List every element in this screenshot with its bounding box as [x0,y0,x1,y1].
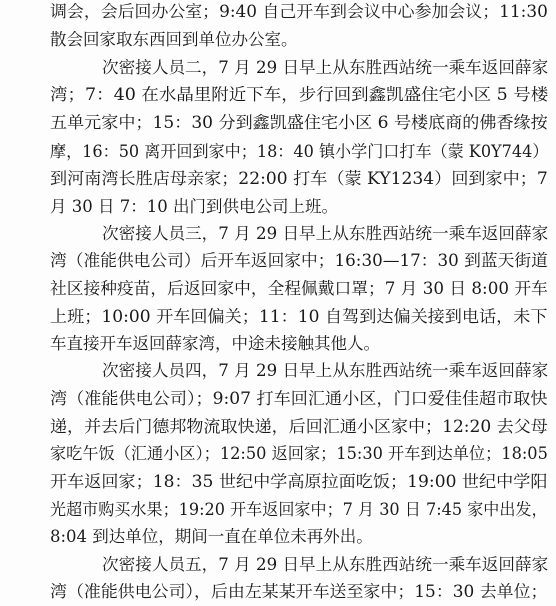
text-line: 湾；7：40 在水晶里附近下车，步行回到鑫凯盛住宅小区 5 号楼 [50,85,549,104]
text-line: 车直接开车返回薛家湾，中途未接触其他人。 [50,334,380,354]
text-line: 月 30 日 7：10 出门到供电公司上班。 [50,196,338,216]
text-line: 湾（准能供电公司）；9:07 打车回汇通小区，门口爱佳佳超市取快 [50,388,548,408]
text-line: 光超市购买水果；19:20 开车返回家中；7 月 30 日 7:45 家中出发， [50,499,548,519]
paragraph-start-line: 次密接人员二，7 月 29 日早上从东胜西站统一乘车返回薛家 [102,57,549,77]
text-line: 摩，16：50 离开回到家中；18：40 镇小学门口打车（蒙 K0Y744） [50,141,549,161]
text-line: 到河南湾长胜店母亲家；22:00 打车（蒙 KY1234）回到家中；7 [50,169,548,189]
paragraph-start-line: 次密接人员三，7 月 29 日早上从东胜西站统一乘车返回薛家 [102,224,549,244]
text-line: 散会回家取东西回到单位办公室。 [50,30,298,49]
text-line: 湾（准能供电公司）后开车返回家中；16:30—17：30 到蓝天街道 [50,251,548,270]
paragraph-start-line: 次密接人员四，7 月 29 日早上从东胜西站统一乘车返回薛家 [102,361,549,380]
text-line: 递，并去后门德邦物流取快递，后回汇通小区家中；12:20 去父母 [50,416,548,436]
text-line: 家吃午饭（汇通小区）；12:50 返回家；15:30 开车到达单位；18:05 [50,444,548,464]
text-line: 调会，会后回办公室；9:40 自己开车到会议中心参加会议；11:30 [50,1,548,21]
paragraph-start-line: 次密接人员五，7 月 29 日早上从东胜西站统一乘车返回薛家 [102,554,549,574]
text-line: 开车返回家；18：35 世纪中学高原拉面吃饭；19:00 世纪中学阳 [50,471,548,491]
text-line: 五单元家中；15：30 分到鑫凯盛住宅小区 6 号楼底商的佛香缘按 [50,113,548,133]
text-line: 社区接种疫苗，后返回家中，全程佩戴口罩；7 月 30 日 8:00 开车 [50,279,548,299]
text-line: 上班；10:00 开车回偏关；11：10 自驾到达偏关接到电话，未下 [50,306,548,326]
text-line: 湾（准能供电公司），后由左某某开车送至家中；15：30 去单位； [50,582,548,601]
text-line: 8:04 到达单位，期间一直在单位未再外出。 [50,527,373,546]
